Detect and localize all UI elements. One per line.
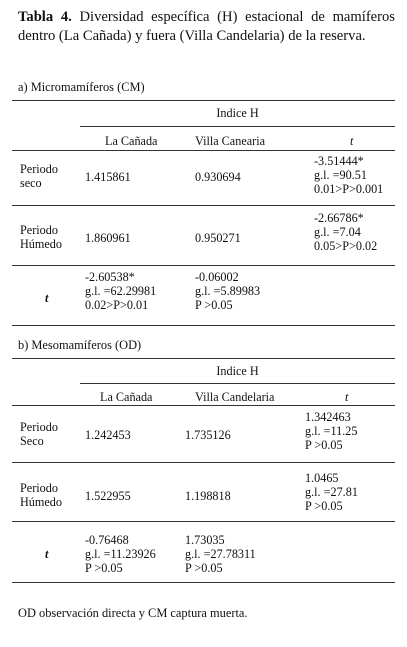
table-b-row-1-villa: 1.735126	[185, 428, 231, 442]
table-a-row-2-label: Periodo Húmedo	[20, 223, 62, 251]
table-a-row-1-label: Periodo seco	[20, 162, 58, 190]
table-a-row-1-la-canada: 1.415861	[85, 170, 131, 184]
table-b-col-la-canada: La Cañada	[100, 390, 153, 404]
table-b-col-villa: Villa Candelaria	[195, 390, 275, 404]
table-a-group-header: Indice H	[216, 106, 259, 120]
table-a-row-2-la-canada: 1.860961	[85, 231, 131, 245]
table-a-row-1-t: -3.51444* g.l. =90.51 0.01>P>0.001	[314, 154, 384, 196]
table-a-row-2-t: -2.66786* g.l. =7.04 0.05>P>0.02	[314, 211, 378, 253]
table-b-row-2-label: Periodo Húmedo	[20, 481, 62, 509]
table-a-bottom-rule	[12, 325, 395, 326]
table-a-row-1-villa: 0.930694	[195, 170, 241, 184]
table-a-top-rule	[12, 100, 395, 101]
table-a-group-rule	[80, 126, 395, 127]
table-a-t-row-la-canada: -2.60538* g.l. =62.29981 0.02>P>0.01	[85, 270, 157, 312]
footnote: OD observación directa y CM captura muerta.	[18, 606, 248, 620]
table-b-group-rule	[80, 383, 395, 384]
table-b-group-header: Indice H	[216, 364, 259, 378]
table-caption-label: Tabla 4.	[18, 9, 72, 25]
table-a-col-villa: Villa Canearia	[195, 134, 265, 148]
table-a-row-2-villa: 0.950271	[195, 231, 241, 245]
section-a-label: a) Micromamíferos (CM)	[18, 80, 145, 94]
table-b-row-2-t: 1.0465 g.l. =27.81 P >0.05	[305, 471, 358, 513]
table-b-row-rule-2	[12, 521, 395, 522]
table-b-row-1-t: 1.342463 g.l. =11.25 P >0.05	[305, 410, 358, 452]
table-b-row-1-label: Periodo Seco	[20, 420, 58, 448]
table-caption-text: Diversidad específica (H) estacional de mamíferos dentro (La Cañada) y fuera (Villa Candelaria) de la reserva.	[18, 9, 395, 44]
table-a-t-row-villa: -0.06002 g.l. =5.89983 P >0.05	[195, 270, 261, 312]
table-a-row-rule-2	[12, 265, 395, 266]
section-b-label: b) Mesomamíferos (OD)	[18, 338, 142, 352]
table-b-row-1-la-canada: 1.242453	[85, 428, 131, 442]
table-b-row-rule-1	[12, 462, 395, 463]
table-caption	[18, 8, 395, 46]
table-a-col-la-canada: La Cañada	[105, 134, 158, 148]
table-b-bottom-rule	[12, 582, 395, 583]
table-b-t-row-la-canada: -0.76468 g.l. =11.23926 P >0.05	[85, 533, 156, 575]
table-b-row-2-villa: 1.198818	[185, 489, 231, 503]
table-b-t-row-label: t	[45, 547, 49, 561]
table-a-header-rule	[12, 150, 395, 151]
table-b-header-rule	[12, 405, 395, 406]
table-b-row-2-la-canada: 1.522955	[85, 489, 131, 503]
table-a-row-rule-1	[12, 205, 395, 206]
table-a-col-t: t	[350, 134, 354, 148]
table-a-t-row-label: t	[45, 291, 49, 305]
table-b-t-row-villa: 1.73035 g.l. =27.78311 P >0.05	[185, 533, 256, 575]
table-b-top-rule	[12, 358, 395, 359]
table-b-col-t: t	[345, 390, 349, 404]
